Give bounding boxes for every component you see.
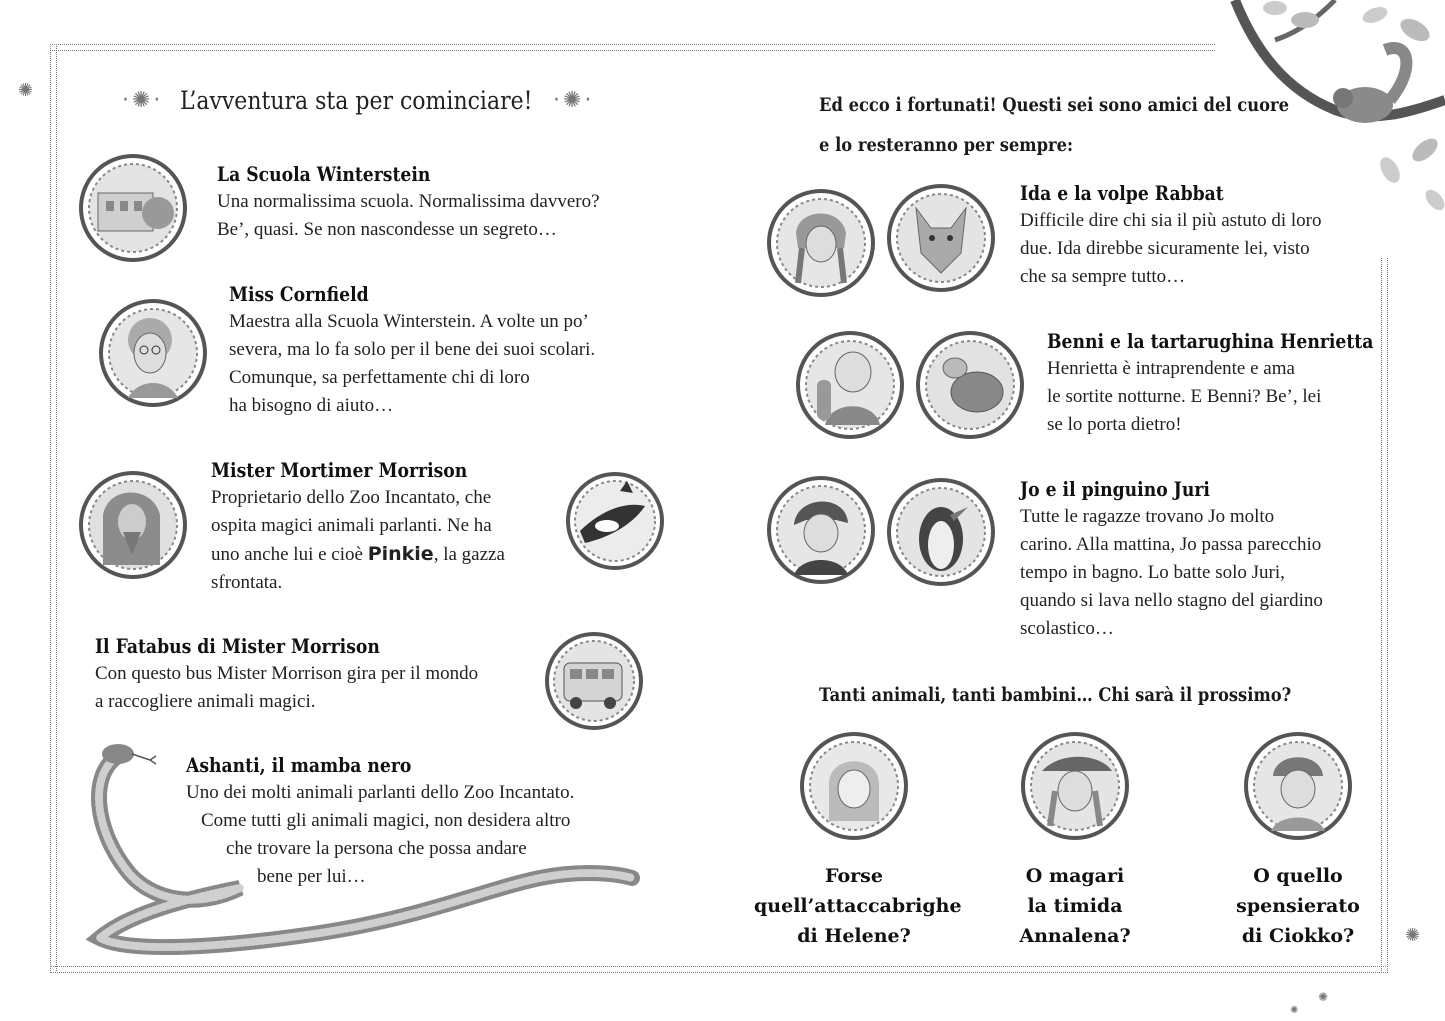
text-line: Come tutti gli animali magici, non desidera altro [201, 810, 571, 831]
pinkie-name: Pinkie [367, 543, 434, 565]
frame-left-border [50, 44, 57, 971]
text-line: tempo in bagno. Lo batte solo Juri, [1020, 562, 1285, 583]
next-question: Tanti animali, tanti bambini… Chi sarà il prossimo? [819, 684, 1292, 706]
title-ornament-right-icon: ·✺· [553, 88, 595, 113]
text-line: Maestra alla Scuola Winterstein. A volte un po’ [229, 311, 589, 332]
text-line: Con questo bus Mister Morrison gira per il mondo [95, 663, 479, 684]
entry-heading: Jo e il pinguino Juri [1020, 477, 1210, 501]
entry-heading: Benni e la tartarughina Henrietta [1047, 329, 1374, 353]
text-line: Difficile dire chi sia il più astuto di loro [1020, 210, 1322, 231]
entry-text [186, 779, 574, 891]
caption-helene [754, 861, 962, 951]
text-line: Tutte le ragazze trovano Jo molto [1020, 506, 1275, 527]
entry-mortimer-morrison [211, 458, 509, 597]
text-line: sfrontata. [211, 572, 283, 593]
entry-text [211, 484, 509, 597]
text-line: Proprietario dello Zoo Incantato, che [211, 487, 492, 508]
sparkle-icon: ✺ [1405, 925, 1421, 946]
caption-line: di Helene? [797, 925, 911, 947]
text-line: quando si lava nello stagno del giardino [1020, 590, 1323, 611]
caption-line: Annalena? [1019, 925, 1131, 947]
entry-text [95, 660, 478, 716]
text-line: Una normalissima scuola. Normalissima davvero? [217, 191, 600, 212]
caption-ciokko [1198, 861, 1398, 951]
text-line: due. Ida direbbe sicuramente lei, visto [1020, 238, 1310, 259]
entry-fatabus [95, 634, 478, 716]
entry-ida [1020, 181, 1321, 291]
text-line: severa, ma lo fa solo per il bene dei suoi scolari. [229, 339, 596, 360]
entry-heading: Il Fatabus di Mister Morrison [95, 634, 380, 658]
entry-text [1020, 207, 1321, 291]
benni-medallion [795, 330, 905, 440]
intro-line: e lo resteranno per sempre: [819, 134, 1074, 156]
entry-heading: La Scuola Winterstein [217, 162, 431, 186]
entry-text [229, 308, 595, 420]
text-line: che trovare la persona che possa andare [226, 838, 527, 859]
frame-top-border [50, 44, 1215, 51]
caption-annalena [975, 861, 1175, 951]
helene-medallion [799, 731, 909, 841]
text-line: Henrietta è intraprendente e ama [1047, 358, 1295, 379]
caption-line: O quello [1253, 865, 1343, 887]
bus-medallion [544, 631, 644, 731]
entry-heading: Miss Cornfield [229, 282, 369, 306]
entry-benni [1047, 329, 1427, 439]
annalena-medallion [1020, 731, 1130, 841]
text-line [211, 540, 509, 569]
intro-line: Ed ecco i fortunati! Questi sei sono amici del cuore [819, 94, 1289, 116]
text-line: a raccogliere animali magici. [95, 691, 316, 712]
caption-line: di Ciokko? [1241, 925, 1355, 947]
entry-heading: Ashanti, il mamba nero [186, 753, 412, 777]
caption-line: la timida [1027, 895, 1123, 917]
text-line: Be’, quasi. Se non nascondesse un segreto… [217, 219, 557, 240]
text-line: ospita magici animali parlanti. Ne ha [211, 515, 492, 536]
text-line: che sa sempre tutto… [1020, 266, 1186, 287]
fox-medallion [886, 183, 996, 293]
morrison-medallion [78, 470, 188, 580]
entry-jo [1020, 477, 1323, 643]
text-line: Uno dei molti animali parlanti dello Zoo Incantato. [186, 782, 575, 803]
text-fragment: uno anche lui e cioè [211, 544, 363, 565]
sparkle-icon: ✺ [1290, 1005, 1299, 1016]
entry-text [1020, 503, 1323, 643]
right-intro [819, 90, 1366, 160]
text-line: Comunque, sa perfettamente chi di loro [229, 367, 530, 388]
school-medallion [78, 153, 188, 263]
entry-heading: Mister Mortimer Morrison [211, 458, 468, 482]
sparkle-icon: ✺ [18, 80, 34, 101]
penguin-medallion [886, 477, 996, 587]
ciokko-medallion [1243, 731, 1353, 841]
text-fragment: , la gazza [433, 544, 505, 565]
page-title: L’avventura sta per cominciare! [180, 86, 533, 115]
text-line: bene per lui… [257, 866, 366, 887]
text-line: carino. Alla mattina, Jo passa parecchio [1020, 534, 1322, 555]
teacher-medallion [98, 298, 208, 408]
magpie-medallion [565, 471, 665, 571]
entry-ashanti [186, 753, 574, 891]
caption-line: quell’attaccabrighe [754, 895, 962, 917]
ida-medallion [766, 188, 876, 298]
entry-text [1047, 355, 1427, 439]
turtle-medallion [915, 330, 1025, 440]
text-line: se lo porta dietro! [1047, 414, 1182, 435]
entry-miss-cornfield [229, 282, 595, 420]
caption-line: spensierato [1236, 895, 1360, 917]
text-line: ha bisogno di aiuto… [229, 395, 394, 416]
text-line: le sortite notturne. E Benni? Be’, lei [1047, 386, 1322, 407]
caption-line: O magari [1025, 865, 1125, 887]
entry-scuola-winterstein [217, 162, 600, 244]
entry-text [217, 188, 600, 244]
jo-medallion [766, 475, 876, 585]
sparkle-icon: ✺ [1318, 990, 1329, 1004]
text-line: scolastico… [1020, 618, 1114, 639]
caption-line: Forse [825, 865, 883, 887]
entry-heading: Ida e la volpe Rabbat [1020, 181, 1224, 205]
title-ornament-left-icon: ·✺· [122, 88, 164, 113]
